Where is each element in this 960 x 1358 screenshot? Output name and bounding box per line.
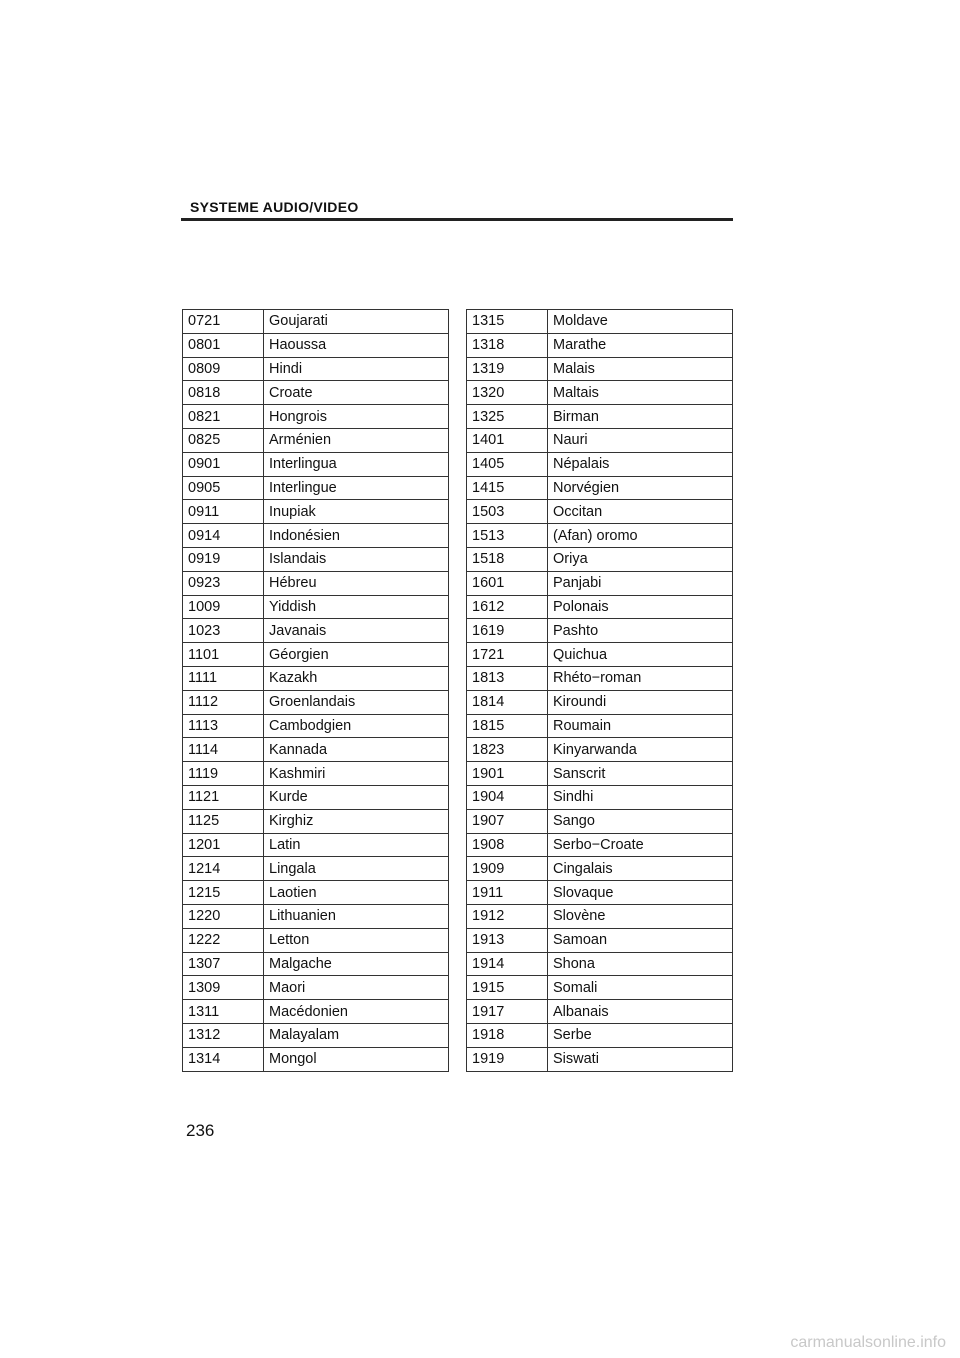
language-name: Kurde	[264, 785, 449, 809]
header-divider	[181, 218, 733, 221]
table-row	[467, 310, 733, 334]
table-row	[467, 405, 733, 429]
language-name: Marathe	[548, 333, 733, 357]
language-code: 0821	[183, 405, 264, 429]
table-row	[467, 595, 733, 619]
language-code: 1023	[183, 619, 264, 643]
table-row	[183, 547, 449, 571]
language-name: Slovène	[548, 904, 733, 928]
language-name: Siswati	[548, 1047, 733, 1071]
language-code: 1911	[467, 881, 548, 905]
table-row	[183, 452, 449, 476]
table-row	[183, 476, 449, 500]
language-name: Goujarati	[264, 310, 449, 334]
table-row	[183, 405, 449, 429]
table-row	[467, 904, 733, 928]
language-code: 0919	[183, 547, 264, 571]
table-row	[183, 524, 449, 548]
table-row	[467, 524, 733, 548]
table-row	[183, 310, 449, 334]
table-row	[183, 952, 449, 976]
table-row	[467, 928, 733, 952]
language-code: 1101	[183, 643, 264, 667]
table-row	[467, 1000, 733, 1024]
language-name: Serbo−Croate	[548, 833, 733, 857]
language-code: 1319	[467, 357, 548, 381]
section-title: SYSTEME AUDIO/VIDEO	[190, 199, 359, 215]
watermark: carmanualsonline.info	[790, 1334, 946, 1351]
language-code: 1312	[183, 1023, 264, 1047]
language-code: 1823	[467, 738, 548, 762]
language-name: Malgache	[264, 952, 449, 976]
language-name: Shona	[548, 952, 733, 976]
language-code: 1619	[467, 619, 548, 643]
language-code: 1009	[183, 595, 264, 619]
language-code: 0721	[183, 310, 264, 334]
language-code: 1125	[183, 809, 264, 833]
language-code: 1309	[183, 976, 264, 1000]
language-name: Oriya	[548, 547, 733, 571]
language-name: Inupiak	[264, 500, 449, 524]
language-code: 1311	[183, 1000, 264, 1024]
language-name: Maori	[264, 976, 449, 1000]
table-row	[467, 547, 733, 571]
table-row	[467, 428, 733, 452]
table-row	[183, 1023, 449, 1047]
language-code: 1121	[183, 785, 264, 809]
table-row	[183, 714, 449, 738]
language-code: 1113	[183, 714, 264, 738]
language-name: Interlingua	[264, 452, 449, 476]
language-name: Sindhi	[548, 785, 733, 809]
language-code: 1901	[467, 762, 548, 786]
language-code: 1401	[467, 428, 548, 452]
language-name: Roumain	[548, 714, 733, 738]
language-code: 0809	[183, 357, 264, 381]
language-name: Nauri	[548, 428, 733, 452]
table-row	[183, 976, 449, 1000]
language-name: Hongrois	[264, 405, 449, 429]
language-name: Kirghiz	[264, 809, 449, 833]
language-name: Groenlandais	[264, 690, 449, 714]
language-name: Indonésien	[264, 524, 449, 548]
language-name: Letton	[264, 928, 449, 952]
language-code: 0825	[183, 428, 264, 452]
table-row	[467, 857, 733, 881]
language-code: 1518	[467, 547, 548, 571]
language-code: 0923	[183, 571, 264, 595]
language-code: 1405	[467, 452, 548, 476]
table-row	[467, 833, 733, 857]
table-row	[183, 690, 449, 714]
table-row	[183, 643, 449, 667]
table-row	[183, 357, 449, 381]
language-name: Mongol	[264, 1047, 449, 1071]
language-code: 1119	[183, 762, 264, 786]
table-row	[467, 1047, 733, 1071]
language-name: Somali	[548, 976, 733, 1000]
language-name: (Afan) oromo	[548, 524, 733, 548]
language-name: Moldave	[548, 310, 733, 334]
table-row	[467, 571, 733, 595]
language-code: 1908	[467, 833, 548, 857]
language-code: 1721	[467, 643, 548, 667]
table-row	[467, 357, 733, 381]
table-row	[467, 690, 733, 714]
language-code: 0911	[183, 500, 264, 524]
table-row	[467, 619, 733, 643]
language-name: Albanais	[548, 1000, 733, 1024]
language-name: Pashto	[548, 619, 733, 643]
language-name: Javanais	[264, 619, 449, 643]
language-code: 1601	[467, 571, 548, 595]
language-code: 1907	[467, 809, 548, 833]
language-code: 1112	[183, 690, 264, 714]
language-name: Cingalais	[548, 857, 733, 881]
language-name: Croate	[264, 381, 449, 405]
language-name: Occitan	[548, 500, 733, 524]
table-row	[467, 976, 733, 1000]
language-code: 1318	[467, 333, 548, 357]
language-code: 0818	[183, 381, 264, 405]
language-name: Kashmiri	[264, 762, 449, 786]
language-name: Laotien	[264, 881, 449, 905]
table-body-left	[183, 310, 449, 1072]
language-code: 1914	[467, 952, 548, 976]
table-row	[467, 500, 733, 524]
language-name: Panjabi	[548, 571, 733, 595]
language-name: Lithuanien	[264, 904, 449, 928]
language-name: Malais	[548, 357, 733, 381]
language-code: 1909	[467, 857, 548, 881]
language-code: 1220	[183, 904, 264, 928]
language-name: Kazakh	[264, 666, 449, 690]
table-row	[183, 738, 449, 762]
table-row	[467, 952, 733, 976]
language-code: 1513	[467, 524, 548, 548]
language-name: Islandais	[264, 547, 449, 571]
language-code: 1912	[467, 904, 548, 928]
language-name: Polonais	[548, 595, 733, 619]
table-row	[467, 643, 733, 667]
language-code: 1114	[183, 738, 264, 762]
language-name: Lingala	[264, 857, 449, 881]
table-row	[183, 904, 449, 928]
language-code: 1314	[183, 1047, 264, 1071]
language-code: 0901	[183, 452, 264, 476]
language-code: 1307	[183, 952, 264, 976]
language-code: 1503	[467, 500, 548, 524]
table-row	[183, 881, 449, 905]
language-code: 1814	[467, 690, 548, 714]
language-name: Haoussa	[264, 333, 449, 357]
language-code: 1214	[183, 857, 264, 881]
language-name: Yiddish	[264, 595, 449, 619]
table-row	[467, 881, 733, 905]
language-name: Géorgien	[264, 643, 449, 667]
table-row	[183, 333, 449, 357]
table-row	[183, 809, 449, 833]
language-code: 1904	[467, 785, 548, 809]
table-row	[183, 428, 449, 452]
language-code: 0905	[183, 476, 264, 500]
table-row	[183, 928, 449, 952]
language-name: Interlingue	[264, 476, 449, 500]
language-code: 1913	[467, 928, 548, 952]
table-row	[183, 857, 449, 881]
table-row	[467, 476, 733, 500]
language-name: Malayalam	[264, 1023, 449, 1047]
language-code: 1915	[467, 976, 548, 1000]
language-code: 0914	[183, 524, 264, 548]
language-code: 1415	[467, 476, 548, 500]
table-row	[467, 1023, 733, 1047]
language-name: Kannada	[264, 738, 449, 762]
language-code: 1612	[467, 595, 548, 619]
language-code: 1813	[467, 666, 548, 690]
table-row	[183, 762, 449, 786]
table-row	[183, 1000, 449, 1024]
language-code: 1111	[183, 666, 264, 690]
language-name: Latin	[264, 833, 449, 857]
language-name: Sango	[548, 809, 733, 833]
language-code: 1320	[467, 381, 548, 405]
table-row	[183, 381, 449, 405]
table-row	[183, 500, 449, 524]
table-row	[183, 785, 449, 809]
language-name: Norvégien	[548, 476, 733, 500]
table-row	[467, 738, 733, 762]
language-name: Birman	[548, 405, 733, 429]
language-name: Quichua	[548, 643, 733, 667]
table-row	[183, 666, 449, 690]
language-name: Népalais	[548, 452, 733, 476]
table-row	[467, 714, 733, 738]
language-name: Samoan	[548, 928, 733, 952]
language-name: Rhéto−roman	[548, 666, 733, 690]
table-body-right	[467, 310, 733, 1072]
table-row	[467, 381, 733, 405]
table-row	[467, 809, 733, 833]
table-row	[183, 619, 449, 643]
page-number: 236	[186, 1121, 215, 1140]
language-name: Cambodgien	[264, 714, 449, 738]
language-name: Kinyarwanda	[548, 738, 733, 762]
table-row	[467, 452, 733, 476]
language-code-table-right	[466, 309, 733, 1072]
language-code: 1815	[467, 714, 548, 738]
language-name: Serbe	[548, 1023, 733, 1047]
language-code: 1215	[183, 881, 264, 905]
table-row	[183, 1047, 449, 1071]
language-name: Slovaque	[548, 881, 733, 905]
language-code: 1315	[467, 310, 548, 334]
language-code: 1917	[467, 1000, 548, 1024]
language-name: Hébreu	[264, 571, 449, 595]
table-row	[467, 333, 733, 357]
language-name: Macédonien	[264, 1000, 449, 1024]
language-code: 1325	[467, 405, 548, 429]
table-row	[467, 666, 733, 690]
language-name: Hindi	[264, 357, 449, 381]
language-name: Maltais	[548, 381, 733, 405]
language-code: 1918	[467, 1023, 548, 1047]
language-name: Kiroundi	[548, 690, 733, 714]
language-code: 1222	[183, 928, 264, 952]
table-row	[183, 571, 449, 595]
language-code-table-left	[182, 309, 449, 1072]
table-row	[467, 762, 733, 786]
language-code: 0801	[183, 333, 264, 357]
language-name: Arménien	[264, 428, 449, 452]
table-row	[183, 595, 449, 619]
table-row	[183, 833, 449, 857]
table-row	[467, 785, 733, 809]
language-code: 1201	[183, 833, 264, 857]
language-name: Sanscrit	[548, 762, 733, 786]
language-code: 1919	[467, 1047, 548, 1071]
